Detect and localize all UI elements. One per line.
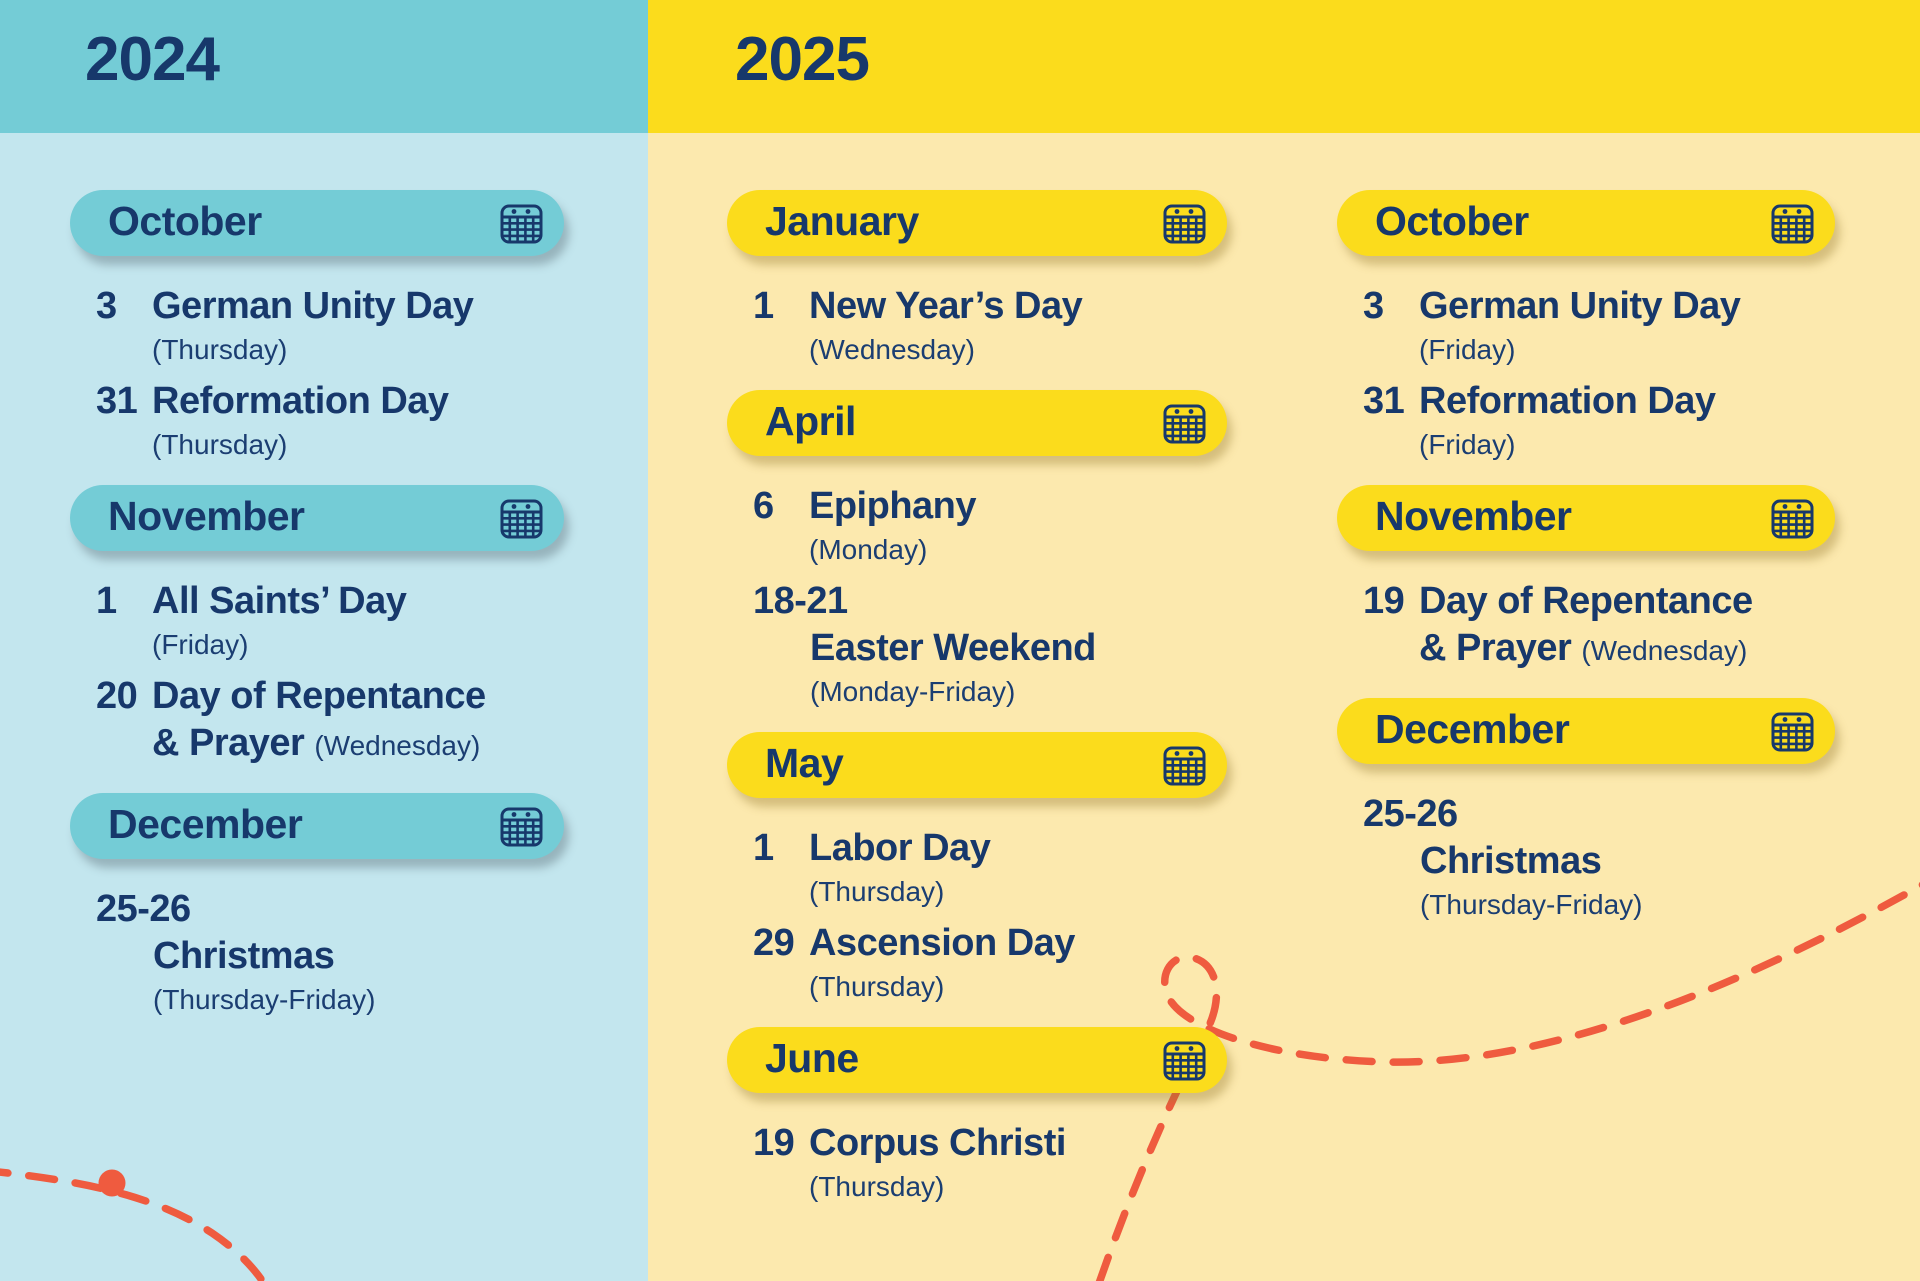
calendar-icon (1770, 201, 1815, 246)
holiday-weekday: (Friday) (152, 629, 249, 660)
month-pill-october-2024 (70, 190, 564, 256)
holiday-row (70, 378, 564, 461)
holiday-date: 25-26 (96, 888, 191, 930)
holiday-name: Christmas (153, 935, 335, 977)
holiday-weekday: (Thursday) (152, 334, 288, 365)
holiday-date: 29 (753, 922, 795, 964)
calendar-icon (1162, 401, 1207, 446)
holiday-row (70, 886, 564, 1016)
holiday-date: 1 (96, 580, 117, 622)
holiday-weekday: (Monday) (809, 534, 928, 565)
month-label: January (765, 197, 919, 244)
holiday-date: 1 (753, 285, 774, 327)
calendar-icon (1162, 201, 1207, 246)
month-label: November (1375, 492, 1572, 539)
holiday-name: Day of Repentance (1419, 580, 1753, 622)
holiday-row (1337, 378, 1835, 461)
holiday-date: 3 (96, 285, 117, 327)
month-pill-june-2025 (727, 1027, 1227, 1093)
holiday-weekday: (Thursday) (152, 429, 288, 460)
holiday-name-line2: & Prayer (Wednesday) (152, 722, 481, 764)
column-2025-first (727, 190, 1227, 1215)
holiday-name: All Saints’ Day (152, 580, 407, 622)
holiday-date: 20 (96, 675, 138, 717)
month-pill-december-2025 (1337, 698, 1835, 764)
holiday-name: German Unity Day (1419, 285, 1741, 327)
holiday-weekday: (Wednesday) (1581, 635, 1748, 666)
holiday-row (70, 283, 564, 366)
month-label: May (765, 739, 844, 786)
calendar-icon (1162, 743, 1207, 788)
month-pill-april-2025 (727, 390, 1227, 456)
holiday-name: Epiphany (809, 485, 977, 527)
holiday-date: 1 (753, 827, 774, 869)
holiday-row (727, 825, 1227, 908)
holiday-name: Reformation Day (1419, 380, 1716, 422)
holiday-weekday: (Thursday) (809, 971, 945, 1002)
holiday-name: Christmas (1420, 840, 1602, 882)
holiday-name: German Unity Day (152, 285, 474, 327)
holiday-row (70, 673, 564, 769)
holiday-weekday: (Thursday) (809, 1171, 945, 1202)
holiday-row (70, 578, 564, 661)
holiday-name: New Year’s Day (809, 285, 1083, 327)
holiday-row (727, 578, 1227, 708)
month-label: June (765, 1034, 859, 1081)
holiday-weekday: (Thursday) (809, 876, 945, 907)
holiday-row (1337, 578, 1835, 674)
calendar-icon (1770, 709, 1815, 754)
holiday-date: 31 (1363, 380, 1405, 422)
holiday-row (1337, 791, 1835, 921)
holiday-row (727, 483, 1227, 566)
holiday-weekday: (Monday-Friday) (810, 676, 1016, 707)
month-label: November (108, 492, 305, 539)
holiday-weekday: (Wednesday) (314, 730, 481, 761)
holiday-date: 3 (1363, 285, 1384, 327)
month-pill-january-2025 (727, 190, 1227, 256)
holiday-date: 18-21 (753, 580, 848, 622)
calendar-icon (499, 201, 544, 246)
holiday-name: Day of Repentance (152, 675, 486, 717)
holiday-date: 19 (753, 1122, 795, 1164)
year-title-2025: 2025 (735, 25, 869, 94)
month-label: April (765, 397, 856, 444)
calendar-icon (1162, 1038, 1207, 1083)
holiday-name: Corpus Christi (809, 1122, 1066, 1164)
column-2025-second (1337, 190, 1835, 933)
holiday-row (727, 1120, 1227, 1203)
holiday-weekday: (Thursday-Friday) (153, 984, 376, 1015)
month-pill-november-2024 (70, 485, 564, 551)
column-2024 (70, 190, 564, 1028)
holiday-name: Labor Day (809, 827, 991, 869)
holiday-weekday: (Thursday-Friday) (1420, 889, 1643, 920)
holiday-name-line2: & Prayer (Wednesday) (1419, 627, 1748, 669)
holiday-date: 19 (1363, 580, 1405, 622)
holiday-name: Reformation Day (152, 380, 449, 422)
holiday-row (727, 920, 1227, 1003)
holiday-weekday: (Wednesday) (809, 334, 976, 365)
holiday-weekday: (Friday) (1419, 429, 1516, 460)
month-label: December (108, 800, 303, 847)
holiday-date: 6 (753, 485, 774, 527)
year-title-2024: 2024 (85, 25, 219, 94)
holiday-row (727, 283, 1227, 366)
holiday-name: Easter Weekend (810, 627, 1096, 669)
month-label: December (1375, 705, 1570, 752)
holiday-date: 31 (96, 380, 138, 422)
month-pill-october-2025 (1337, 190, 1835, 256)
month-label: October (108, 197, 262, 244)
calendar-icon (499, 496, 544, 541)
month-pill-december-2024 (70, 793, 564, 859)
holiday-date: 25-26 (1363, 793, 1458, 835)
holiday-row (1337, 283, 1835, 366)
calendar-icon (1770, 496, 1815, 541)
month-pill-november-2025 (1337, 485, 1835, 551)
holiday-weekday: (Friday) (1419, 334, 1516, 365)
month-pill-may-2025 (727, 732, 1227, 798)
holiday-name: Ascension Day (809, 922, 1075, 964)
calendar-icon (499, 804, 544, 849)
month-label: October (1375, 197, 1529, 244)
